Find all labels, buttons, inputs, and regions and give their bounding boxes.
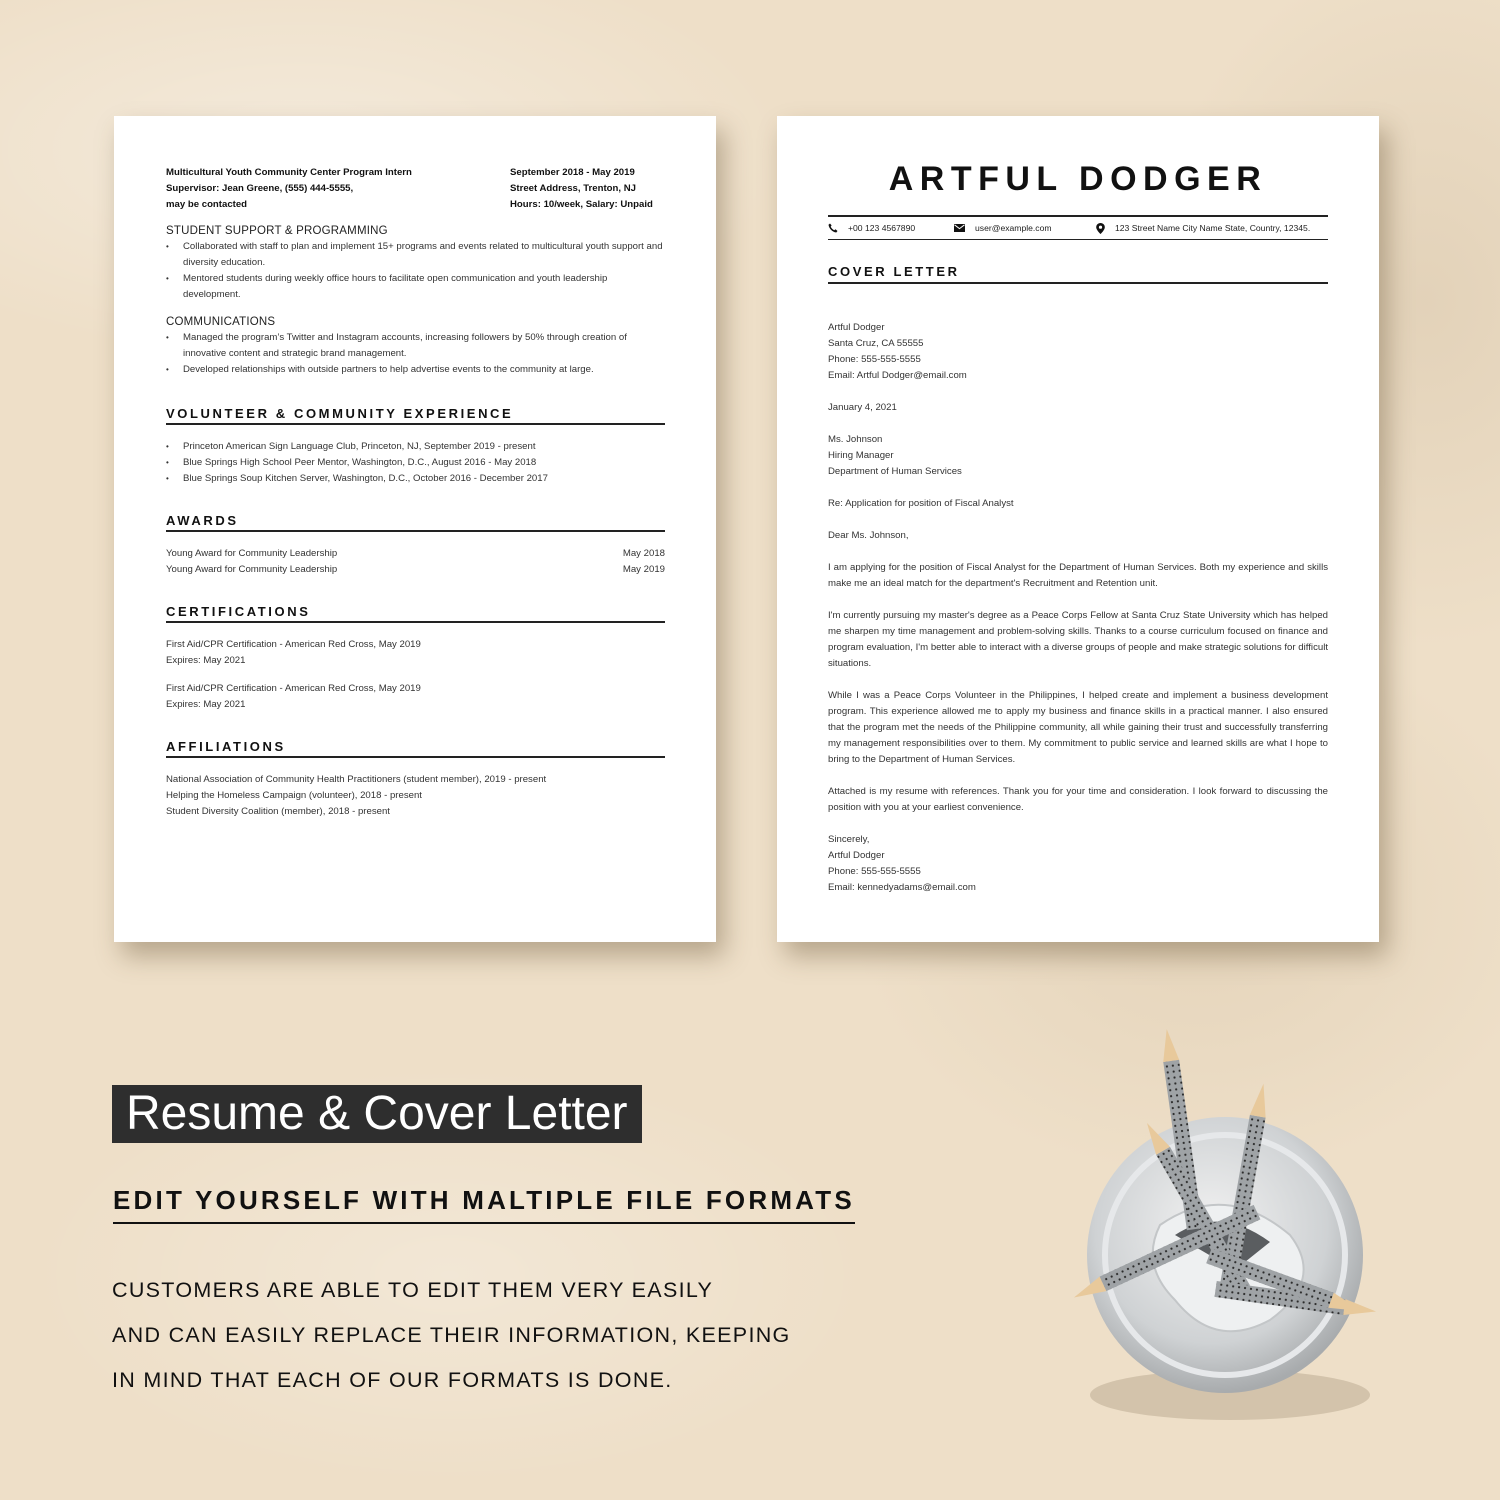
section-title-volunteer: VOLUNTEER & COMMUNITY EXPERIENCE xyxy=(166,406,665,425)
subsection-title: COMMUNICATIONS xyxy=(166,316,276,328)
recipient-block: Ms. Johnson Hiring Manager Department of Human Services xyxy=(828,434,962,477)
job-supervisor: Supervisor: Jean Greene, (555) 444-5555, xyxy=(166,183,354,194)
job-contact-note: may be contacted xyxy=(166,199,248,210)
job-title: Multicultural Youth Community Center Program Intern xyxy=(166,167,412,178)
pencil-cup-icon xyxy=(1055,1020,1385,1430)
letter-paragraph: I'm currently pursuing my master's degree as a Peace Corps Fellow at Santa Cruz State University which has helped me sharpen my time management and problem-solving skills. Thanks to a course curriculum focused on finance and program evaluation, I'm better able to interact with a diverse groups of people and make strategic solutions for difficult situations. xyxy=(828,610,1328,669)
contact-bar xyxy=(828,215,1328,240)
promo-line: AND CAN EASILY REPLACE THEIR INFORMATION, KEEPING xyxy=(112,1323,791,1347)
section-title-affiliations: AFFILIATIONS xyxy=(166,739,665,758)
award-date: May 2018 xyxy=(622,548,665,559)
list-item: • Princeton American Sign Language Club, Princeton, NJ, September 2019 - present xyxy=(166,439,665,455)
award-date: May 2019 xyxy=(622,564,665,575)
promo-line: IN MIND THAT EACH OF OUR FORMATS IS DONE. xyxy=(112,1368,673,1392)
promo-heading: Resume & Cover Letter xyxy=(112,1085,642,1143)
section-title-awards: AWARDS xyxy=(166,513,665,532)
affiliation-item: Student Diversity Coalition (member), 2018 - present xyxy=(166,806,390,817)
promo-line: CUSTOMERS ARE ABLE TO EDIT THEM VERY EASILY xyxy=(112,1278,714,1302)
applicant-name: ARTFUL DODGER xyxy=(888,160,1268,198)
cover-letter-title: COVER LETTER xyxy=(828,264,1328,284)
contact-address: 123 Street Name City Name State, Country, 12345. xyxy=(1096,223,1310,234)
cover-letter-page xyxy=(777,116,1379,942)
list-item: • Blue Springs High School Peer Mentor, Washington, D.C., August 2016 - May 2018 xyxy=(166,455,665,471)
letter-paragraph: I am applying for the position of Fiscal Analyst for the Department of Human Services. Both my experience and skills make me an ideal match for the department's Recruitment and Retention unit. xyxy=(828,562,1328,589)
list-item: • Blue Springs Soup Kitchen Server, Washington, D.C., October 2016 - December 2017 xyxy=(166,471,665,487)
cert-expires: Expires: May 2021 xyxy=(166,655,246,666)
phone-icon xyxy=(828,223,838,233)
award-name: Young Award for Community Leadership xyxy=(166,564,338,575)
promo-subheading: EDIT YOURSELF WITH MALTIPLE FILE FORMATS xyxy=(113,1185,855,1224)
contact-email: user@example.com xyxy=(954,223,1096,233)
bullet-item: • Collaborated with staff to plan and implement 15+ programs and events related to multicultural youth support and diversity education. xyxy=(166,239,665,271)
affiliation-item: Helping the Homeless Campaign (volunteer), 2018 - present xyxy=(166,790,422,801)
award-row xyxy=(166,562,665,578)
bullet-list xyxy=(166,239,665,303)
affiliation-item: National Association of Community Health Practitioners (student member), 2019 - present xyxy=(166,774,547,785)
bullet-list xyxy=(166,330,665,378)
job-dates: September 2018 - May 2019 xyxy=(510,167,635,178)
contact-phone: +00 123 4567890 xyxy=(828,223,954,233)
job-header xyxy=(166,165,665,213)
letter-subject: Re: Application for position of Fiscal Analyst xyxy=(828,498,1014,509)
letter-salutation: Dear Ms. Johnson, xyxy=(828,530,909,541)
section-title-certifications: CERTIFICATIONS xyxy=(166,604,665,623)
subsection-title: STUDENT SUPPORT & PROGRAMMING xyxy=(166,225,388,237)
letter-paragraph: Attached is my resume with references. Thank you for your time and consideration. I look forward to discussing the position with you at your earliest convenience. xyxy=(828,786,1328,813)
cert-name: First Aid/CPR Certification - American Red Cross, May 2019 xyxy=(166,683,421,694)
closing-block: Sincerely, Artful Dodger Phone: 555-555-5555 Email: kennedyadams@email.com xyxy=(828,834,976,893)
letter-paragraph: While I was a Peace Corps Volunteer in the Philippines, I helped create and implement a business development program. This experience allowed me to apply my business and finance skills in a practical manner. I also ensured that the program met the needs of the Philippine community, all while gaining their trust and successfully transferring my management responsibilities over to them. My commitment to public service and learned skills are what I hope to bring to the Department of Human Services. xyxy=(828,690,1328,765)
job-hours: Hours: 10/week, Salary: Unpaid xyxy=(510,199,653,210)
bullet-item: • Developed relationships with outside partners to help advertise events to the community at large. xyxy=(166,362,665,378)
award-row xyxy=(166,546,665,562)
cert-name: First Aid/CPR Certification - American Red Cross, May 2019 xyxy=(166,639,421,650)
award-name: Young Award for Community Leadership xyxy=(166,548,338,559)
bullet-item: • Mentored students during weekly office hours to facilitate open communication and youth leadership development. xyxy=(166,271,665,303)
volunteer-list xyxy=(166,439,665,487)
sender-block: Artful Dodger Santa Cruz, CA 55555 Phone: 555-555-5555 Email: Artful Dodger@email.com xyxy=(828,322,967,381)
job-address: Street Address, Trenton, NJ xyxy=(510,183,636,194)
letter-date: January 4, 2021 xyxy=(828,402,897,413)
location-pin-icon xyxy=(1096,223,1105,234)
email-icon xyxy=(954,224,965,232)
cert-expires: Expires: May 2021 xyxy=(166,699,246,710)
resume-page xyxy=(114,116,716,942)
bullet-item: • Managed the program’s Twitter and Instagram accounts, increasing followers by 50% through creation of innovative content and strategic brand management. xyxy=(166,330,665,362)
